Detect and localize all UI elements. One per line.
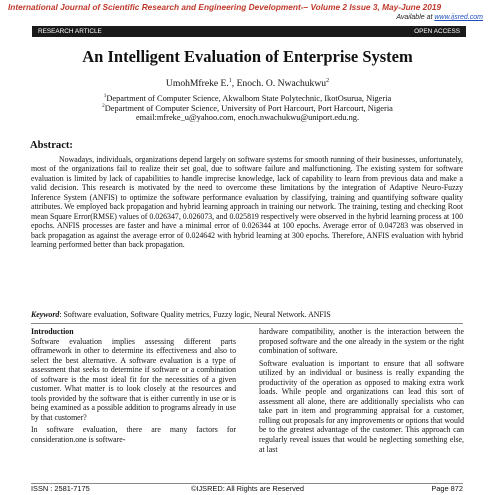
aff-1-text: Department of Computer Science, Akwalbom State Polytechnic, IkotOsurua, Nigeria <box>106 93 392 103</box>
journal-header: International Journal of Scientific Research and Engineering Development-– Volume 2 Issue 3, May-June 2019 <box>8 2 442 12</box>
issn-number: ISSN : 2581-7175 <box>31 484 90 493</box>
copyright-notice: ©IJSRED: All Rights are Reserved <box>190 484 305 493</box>
intro-paragraph-4: Software evaluation is important to ensure that all software utilized by an individual or business is really expanding the productivity of the operation as opposed to making extra work loads. While people and organizations can lead this sort of assessment all alone, there are additionally specialists who can take part in item and programming appraisal for a customer, rolling out proposals for any improvements or options that would be to the greatest advantage of the customer. This approach can regularly reveal issues that would be neglecting something else, at last <box>259 358 465 454</box>
paper-title: An Intelligent Evaluation of Enterprise System <box>82 47 413 66</box>
keywords-label: Keyword <box>31 310 60 319</box>
affiliation-1 <box>0 93 495 103</box>
section-divider <box>31 323 463 324</box>
page-number: Page 872 <box>431 484 463 493</box>
intro-paragraph-3: hardware compatibility, another is the interaction between the proposed software and the one already in the system or the right combination of software. <box>259 327 464 356</box>
aff-2-text: Department of Computer Science, University of Port Harcourt, Port Harcourt, Nigeria <box>104 103 393 113</box>
abstract-text: Nowadays, individuals, organizations depend largely on software systems for smooth running of their businesses, unfortunately, most of the organizations fail to realize their set goal, due to software failure and malfunctioning. The existing system for software evaluation is limited by lack of capabilities to handle imprecise knowledge, lack of capability to learn from previous data and make a valid decision. This research is motivated by the need to overcome these limitations by the integration of Adaptive Neuro-Fuzzy Inference System (ANFIS) to optimize the software performance evaluation by classifying, training and quantifying software quality attributes. We employed back propagation and hybrid learning approach in training our network. The training, testing and checking Root mean Square Error(RMSE) values of 0.026347, 0.026073, and 0.025819 respectively were observed in the hybrid learning process at 100 epochs. ANFIS processes are faster and have a minimal error of 0.026344 at 100 epochs. Average error of 0.047283 was observed in back propagation as against the average error of 0.024642 with hybrid learning at 300 epochs. Therefore, ANFIS evaluation with hybrid learning performed better than back propagation. <box>31 155 463 250</box>
author-1: UmohMfreke E. <box>165 78 229 90</box>
aff-2-sup: 2 <box>102 103 105 109</box>
research-article-tag: RESEARCH ARTICLE <box>38 28 102 35</box>
author-2-sup: 2 <box>326 78 330 84</box>
introduction-heading: Introduction <box>31 327 74 336</box>
body-column-left <box>31 327 236 448</box>
journal-url-link[interactable]: www.ijsred.com <box>434 14 483 21</box>
abstract-heading: Abstract: <box>30 140 73 151</box>
author-1-sup: 1 <box>228 78 232 84</box>
available-prefix: Available at <box>396 14 435 21</box>
author-line <box>0 78 495 89</box>
open-access-tag: OPEN ACCESS <box>414 28 460 35</box>
availability-line <box>396 14 483 21</box>
aff-1-sup: 1 <box>103 93 107 99</box>
body-column-right <box>259 327 464 457</box>
author-2: , Enoch. O. Nwachukwu <box>231 78 327 90</box>
intro-paragraph-2: In software evaluation, there are many factors for consideration.one is software- <box>31 425 236 445</box>
keywords-line <box>31 310 463 320</box>
intro-paragraph-1: Software evaluation implies assessing different parts offramework in other to determine its effectiveness and also to select the best alternative. A software evaluation is a type of assessment that seeks to determine if software or a combination of software is the most ideal fit for the necessities of a given customer. What matter is to look closely at the resources and tools provided by the software that is either currently in use or is being examined as a possible addition to programs already in use by that customer? <box>31 336 236 422</box>
affiliation-2 <box>0 103 495 113</box>
article-type-bar <box>32 26 466 37</box>
keywords-text: : Software evaluation, Software Quality metrics, Fuzzy logic, Neural Network. ANFIS <box>59 310 331 319</box>
author-emails: email:mfreke_u@yahoo.com, enoch.nwachukwu@uniport.edu.ng. <box>135 113 360 122</box>
